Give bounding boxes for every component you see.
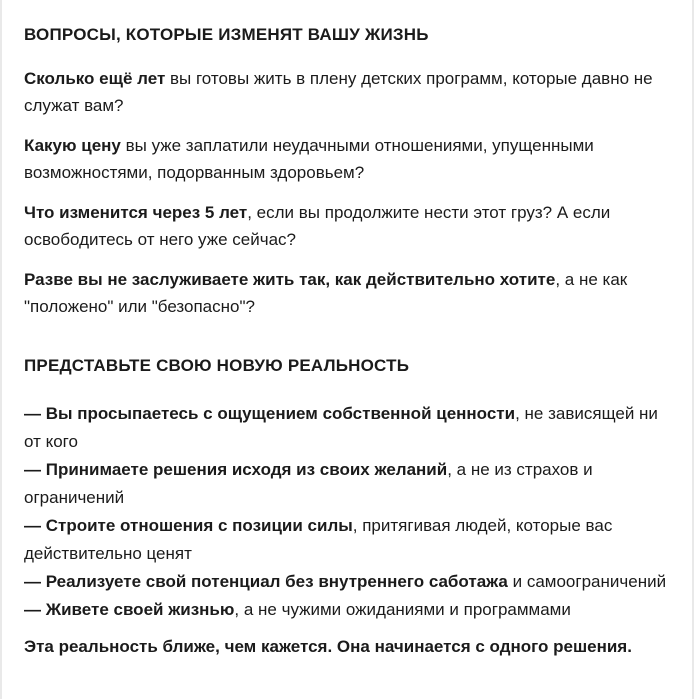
reality-item-3-lead: — Строите отношения с позиции силы xyxy=(24,516,353,535)
reality-item-5 xyxy=(24,596,670,624)
question-paragraph-2 xyxy=(24,132,670,186)
reality-item-5-text: , а не чужими ожиданиями и программами xyxy=(234,600,571,619)
reality-section-heading: ПРЕДСТАВЬТЕ СВОЮ НОВУЮ РЕАЛЬНОСТЬ xyxy=(24,356,410,375)
reality-item-5-lead: — Живете своей жизнью xyxy=(24,600,235,619)
reality-item-3-text: , притягивая людей, которые вас действительно ценят xyxy=(24,516,613,563)
closing-statement: Эта реальность ближе, чем кажется. Она начинается с одного решения. xyxy=(24,637,632,656)
reality-item-2 xyxy=(24,456,670,512)
reality-item-4 xyxy=(24,568,670,596)
question-4-text: , а не как "положено" или "безопасно"? xyxy=(24,270,628,316)
question-3-lead: Что изменится через 5 лет xyxy=(24,203,248,222)
reality-item-4-lead: — Реализуете свой потенциал без внутреннего саботажа xyxy=(24,572,508,591)
question-paragraph-3 xyxy=(24,199,670,253)
question-paragraph-4 xyxy=(24,266,670,320)
reality-item-3 xyxy=(24,512,670,568)
question-3-text: , если вы продолжите нести этот груз? А если освободитесь от него уже сейчас? xyxy=(24,203,611,249)
reality-item-1 xyxy=(24,400,670,456)
question-2-text: вы уже заплатили неудачными отношениями, упущенными возможностями, подорванным здоровьем? xyxy=(24,136,594,182)
question-1-lead: Сколько ещё лет xyxy=(24,69,166,88)
question-4-lead: Разве вы не заслуживаете жить так, как действительно хотите xyxy=(24,270,556,289)
reality-item-2-text: , а не из страхов и ограничений xyxy=(24,460,593,507)
question-2-lead: Какую цену xyxy=(24,136,121,155)
question-1-text: вы готовы жить в плену детских программ, которые давно не служат вам? xyxy=(24,69,653,115)
question-paragraph-1 xyxy=(24,65,670,119)
questions-section-heading: ВОПРОСЫ, КОТОРЫЕ ИЗМЕНЯТ ВАШУ ЖИЗНЬ xyxy=(24,25,429,44)
reality-item-1-text: , не зависящей ни от кого xyxy=(24,404,658,451)
reality-item-1-lead: — Вы просыпаетесь с ощущением собственной ценности xyxy=(24,404,516,423)
reality-item-2-lead: — Принимаете решения исходя из своих желаний xyxy=(24,460,448,479)
reality-list xyxy=(24,400,670,624)
reality-item-4-text: и самоограничений xyxy=(507,572,667,591)
